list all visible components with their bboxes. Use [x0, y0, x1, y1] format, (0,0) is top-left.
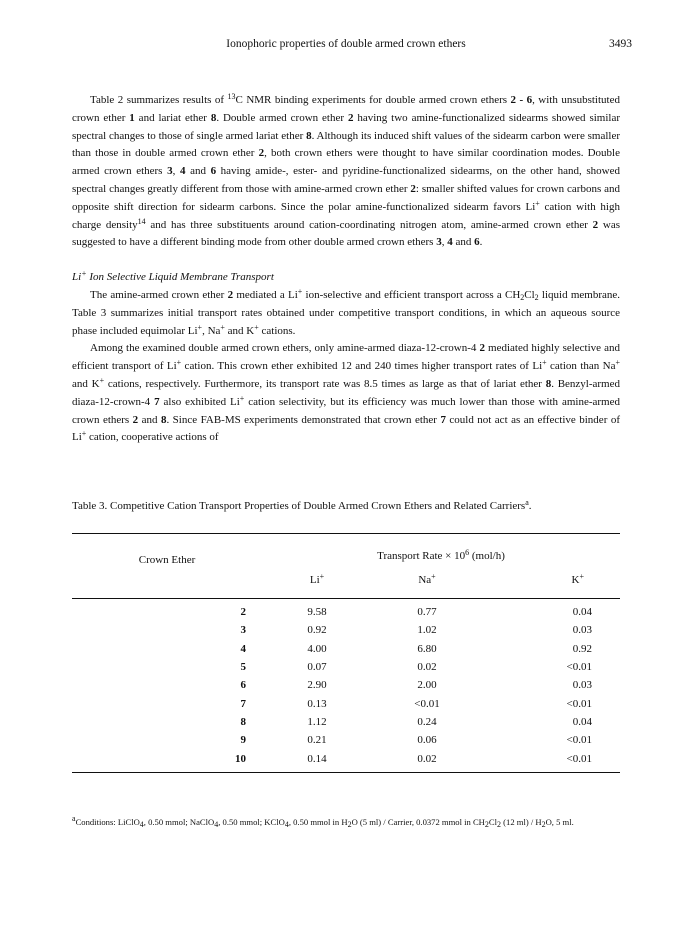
- li-header: Li+: [309, 572, 325, 586]
- table-row: 4 4.00 6.80 0.92: [240, 642, 593, 655]
- table-row: 8 1.12 0.24 0.04: [240, 715, 593, 728]
- table-bottom-rule: [72, 772, 620, 773]
- paragraph-membrane-transport: The amine-armed crown ether 2 mediated a Li+ ion-selective and efficient transport across a $CH_2Cl_2$ liquid membrane. Table 3 summarizes initial transport rates obtained under competitive transport conditions, in which an aqueous source phase included equimolar Li+, Na+ and K+ cations.: [72, 286, 620, 337]
- table-row: 7 0.13 <0.01 <0.01: [240, 697, 593, 710]
- transport-table: [72, 533, 620, 773]
- table-row: 2 9.58 0.77 0.04: [240, 606, 593, 619]
- paragraph-nmr-binding: Table 2 summarizes results of $^{13}$C NMR binding experiments for double armed crown ethers 2 - 6, with unsubstituted crown ether 1 and lariat ether 8. Double armed crown ether 2 having two amine-functionalized sidearms showed similar spectral changes to those of single armed lariat ether 8. Although its induced shift values of the sidearm carbon were smaller than those in double armed crown ether 2, both crown ethers were thought to have similar coordination modes. Double armed crown ethers 3, 4 and 6 having amide-, ester- and pyridine-functionalized sidearms, on the other hand, showed spectral changes greatly different from those with amine-armed crown ether 2: smaller shifted values for crown carbons and opposite shift direction for sidearm carbons. Since the polar amine-functionalized sidearm favors Li+ cation with high charge density$^{14}$ and has three substituents around cation-coordinating nitrogen atom, amine-armed crown ether 2 was suggested to have a different binding mode from other double armed crown ethers 3, 4 and 6.: [72, 92, 621, 249]
- k-header: K+: [571, 572, 585, 586]
- crown-ether-header: Crown Ether: [138, 554, 196, 566]
- na-header: Na+: [418, 572, 436, 586]
- table-row: 10 0.14 0.02 <0.01: [235, 752, 593, 765]
- body-text: [72, 92, 620, 447]
- table-row: 9 0.21 0.06 <0.01: [240, 734, 593, 747]
- table-footnote: $^a$Conditions: LiClO$_4$, 0.50 mmol; NaClO$_4$, 0.50 mmol; KClO$_4$, 0.50 mmol in $H_2O$ (5 ml) / Carrier, 0.0372 mmol in $CH_2Cl_2$ (12 $ml) / H_2O$, 5 ml.: [72, 814, 574, 829]
- running-head: Ionophoric properties of double armed crown ethers: [226, 38, 466, 50]
- page-number: 3493: [609, 38, 632, 50]
- table-row: 5 0.07 0.02 <0.01: [240, 661, 593, 674]
- table-row: 3 0.92 1.02 0.03: [240, 624, 593, 637]
- paragraph-selectivity: Among the examined double armed crown ethers, only amine-armed diaza-12-crown-4 2 mediated highly selective and efficient transport of Li+ cation. This crown ether exhibited 12 and 240 times higher transport rates of Li+ cation than Na+ and K+ cations, respectively. Furthermore, its transport rate was 8.5 times as large as that of lariat ether 8. Benzyl-armed diaza-12-crown-4 7 also exhibited Li+ cation selectivity, but its efficiency was much lower than those with amine-armed crown ethers 2 and 8. Since FAB-MS experiments demonstrated that crown ether 7 could not act as an effective binder of Li+ cation, cooperative actions of: [72, 342, 620, 444]
- table-caption: Table 3. Competitive Cation Transport Properties of Double Armed Crown Ethers and Related Carriers$^a$.: [72, 498, 532, 512]
- section-heading: Li+ Ion Selective Liquid Membrane Transport: [72, 269, 274, 284]
- transport-rate-header: Transport Rate × $10^6$ (mol/h): [377, 548, 505, 562]
- table-row: 6 2.90 2.00 0.03: [240, 679, 593, 692]
